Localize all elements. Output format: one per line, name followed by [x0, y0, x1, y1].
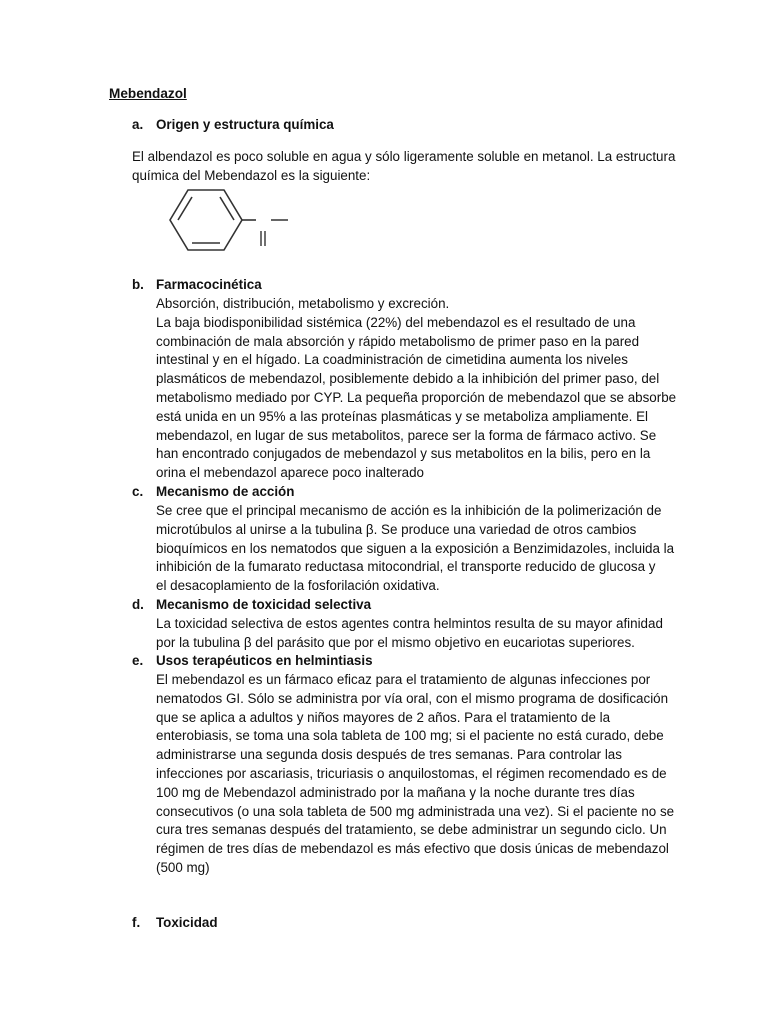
- section-c-body: [156, 502, 675, 596]
- section-a-heading: [132, 117, 334, 132]
- section-a-title: Origen y estructura química: [156, 117, 334, 132]
- section-e-line: que se aplica a adultos y niños mayores de 2 años. Para el tratamiento de la: [156, 709, 611, 725]
- mebendazol-structure-diagram: [160, 186, 680, 268]
- section-b-line: La baja biodisponibilidad sistémica (22%) del mebendazol es el resultado de una: [156, 314, 636, 330]
- section-e-line: infecciones por ascariasis, tricuriasis o anquilostomas, el régimen recomendado es de: [156, 765, 667, 781]
- section-e-line: administrarse una segunda dosis después de tres semanas. Para controlar las: [156, 747, 622, 763]
- section-d-line: por la tubulina β del parásito que por el mismo objetivo en eucariotas superiores.: [156, 634, 635, 650]
- section-e-body: [156, 671, 675, 878]
- section-e-line: nematodos GI. Sólo se administra por vía oral, con el mismo programa de dosificación: [156, 690, 669, 706]
- section-f-title: Toxicidad: [156, 915, 218, 930]
- section-c-line: inhibición de la fumarato reductasa mitocondrial, el transporte reducido de glucosa y: [156, 559, 656, 575]
- section-e-heading: [132, 653, 373, 668]
- section-e-line: cura tres semanas después del tratamiento, se debe administrar un segundo ciclo. Un: [156, 822, 667, 838]
- section-a-letter: a.: [132, 117, 144, 132]
- section-b-line: plasmáticos de mebendazol, posiblemente debido a la inhibición del primer paso, del: [156, 371, 660, 387]
- section-e-line: enterobiasis, se toma una sola tableta de 100 mg; si el paciente no está curado, debe: [156, 728, 664, 744]
- section-b-title: Farmacocinética: [156, 277, 262, 292]
- section-c-line: Se cree que el principal mecanismo de acción es la inhibición de la polimerización de: [156, 503, 662, 518]
- section-b-line: está unida en un 95% a las proteínas plasmáticas y se metaboliza ampliamente. El: [156, 408, 649, 424]
- section-b-heading: [132, 277, 262, 292]
- section-f-letter: f.: [132, 915, 141, 930]
- section-d-body: [156, 615, 663, 653]
- section-b-letter: b.: [132, 277, 144, 292]
- section-c-line: microtúbulos al unirse a la tubulina β. Se produce una variedad de otros cambios: [156, 521, 637, 537]
- section-d-line: La toxicidad selectiva de estos agentes contra helmintos resulta de su mayor afinidad: [156, 616, 663, 631]
- section-b-line: han encontrado conjugados de mebendazol y sus metabolitos en la bilis, pero en la: [156, 446, 651, 462]
- section-d-heading: [132, 597, 371, 612]
- section-b-line: mebendazol, en lugar de sus metabolitos, parece ser la forma de fármaco activo. Se: [156, 427, 657, 443]
- section-e-line: consecutivos (o una sola tableta de 500 mg administrada una vez). Si el paciente no se: [156, 803, 675, 819]
- section-e-line: El mebendazol es un fármaco eficaz para el tratamiento de algunas infecciones por: [156, 672, 651, 687]
- section-f-heading: [132, 915, 218, 930]
- section-b-line: metabolismo mediado por CYP. La pequeña proporción de mebendazol que se absorbe: [156, 389, 677, 405]
- document-title: Mebendazol: [109, 86, 187, 101]
- section-c-title: Mecanismo de acción: [156, 484, 295, 499]
- section-b-line: orina el mebendazol aparece poco inalterado: [156, 465, 424, 481]
- section-e-line: 100 mg de Mebendazol administrado por la mañana y la noche durante tres días: [156, 784, 635, 800]
- section-d-title: Mecanismo de toxicidad selectiva: [156, 597, 372, 612]
- section-c-heading: [132, 484, 294, 499]
- section-e-title: Usos terapéuticos en helmintiasis: [156, 653, 373, 668]
- section-b-line: combinación de mala absorción y rápido metabolismo de primer paso en la pared: [156, 333, 640, 349]
- section-e-line: (500 mg): [156, 859, 210, 875]
- section-b-line: Absorción, distribución, metabolismo y excreción.: [156, 296, 450, 311]
- section-a-line: El albendazol es poco soluble en agua y sólo ligeramente soluble en metanol. La estructura: [132, 149, 676, 164]
- section-c-letter: c.: [132, 484, 144, 499]
- section-e-letter: e.: [132, 653, 144, 668]
- section-b-body: [156, 295, 677, 483]
- section-a-paragraph: [132, 148, 676, 186]
- benzene-ring-icon: [170, 190, 242, 250]
- section-b-line: intestinal y en el hígado. La coadministración de cimetidina aumenta los niveles: [156, 352, 628, 368]
- section-d-letter: d.: [132, 597, 144, 612]
- section-a-line: química del Mebendazol es la siguiente:: [132, 167, 371, 183]
- section-c-line: el desacoplamiento de la fosforilación oxidativa.: [156, 578, 440, 594]
- section-c-line: bioquímicos en los nematodos que siguen a la exposición a Benzimidazoles, incluida la: [156, 540, 675, 556]
- section-e-line: régimen de tres días de mebendazol es más efectivo que dosis únicas de mebendazol: [156, 841, 669, 857]
